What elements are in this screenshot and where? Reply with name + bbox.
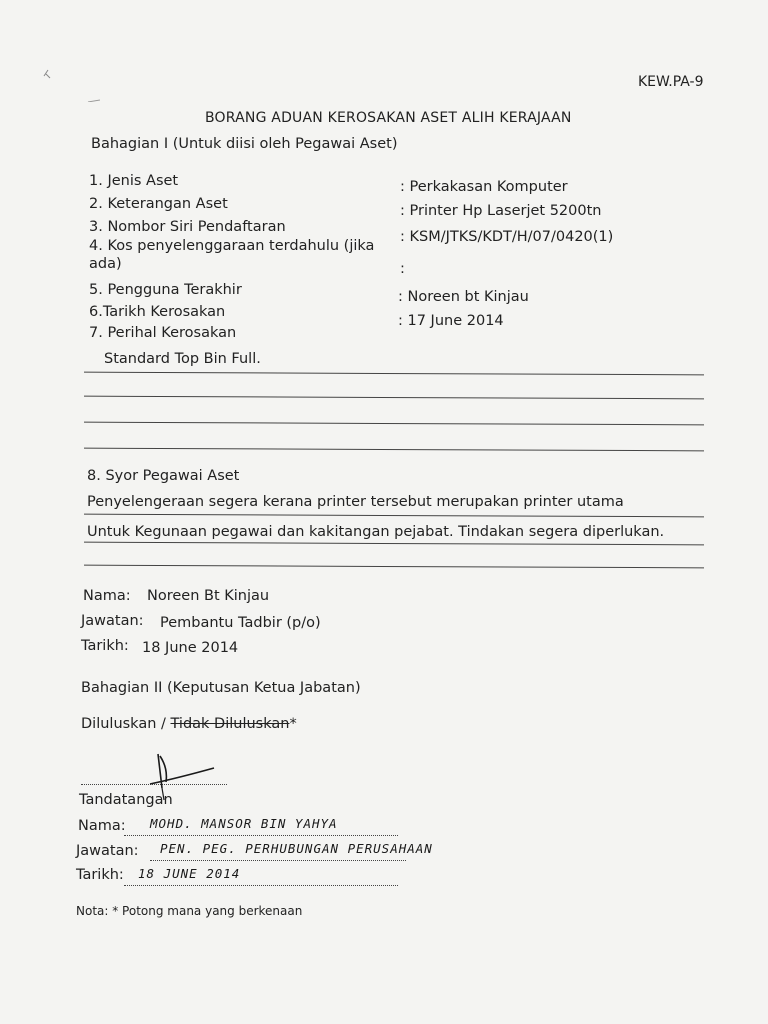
- field-label-nombor-siri: 3. Nombor Siri Pendaftaran: [89, 219, 286, 235]
- officer-position-label: Jawatan:: [81, 613, 144, 629]
- head-position-line: [150, 860, 406, 861]
- officer-date-label: Tarikh:: [81, 638, 129, 654]
- head-name: MOHD. MANSOR BIN YAHYA: [150, 816, 338, 831]
- field-value-nombor-siri: : KSM/JTKS/KDT/H/07/0420(1): [400, 229, 614, 245]
- recommendation-line-1: Penyelengeraan segera kerana printer tersebut merupakan printer utama: [87, 494, 624, 510]
- scan-mark-top: [40, 62, 100, 102]
- recommendation-label: 8. Syor Pegawai Aset: [87, 468, 240, 484]
- decision-line: [81, 716, 297, 732]
- field-value-pengguna-terakhir: : Noreen bt Kinjau: [398, 289, 529, 305]
- field-label-tarikh-kerosakan: 6.Tarikh Kerosakan: [89, 304, 226, 320]
- signature-label: Tandatangan: [79, 792, 173, 808]
- description-line-1: [84, 372, 704, 376]
- field-label-perihal-kerosakan: 7. Perihal Kerosakan: [89, 325, 237, 341]
- recommendation-rule-1: [84, 514, 704, 518]
- form-code: KEW.PA-9: [638, 74, 704, 90]
- decision-rejected-struck: Tidak Diluluskan: [170, 716, 290, 732]
- officer-name: Noreen Bt Kinjau: [147, 588, 270, 604]
- officer-date: 18 June 2014: [142, 640, 239, 656]
- description-line-4: [84, 448, 704, 452]
- head-name-line: [124, 835, 398, 836]
- description-line-3: [84, 422, 704, 426]
- field-label-kos-penyelenggaraan: 4. Kos penyelenggaraan terdahulu (jika: [89, 238, 375, 254]
- decision-asterisk: *: [289, 716, 297, 732]
- recommendation-rule-2: [84, 542, 704, 546]
- footnote: Nota: * Potong mana yang berkenaan: [76, 904, 303, 918]
- officer-position: Pembantu Tadbir (p/o): [160, 615, 321, 631]
- recommendation-rule-3: [84, 565, 704, 569]
- field-label-pengguna-terakhir: 5. Pengguna Terakhir: [89, 282, 242, 298]
- head-date: 18 JUNE 2014: [138, 866, 241, 881]
- field-value-keterangan-aset: : Printer Hp Laserjet 5200tn: [400, 203, 602, 219]
- field-value-kos-penyelenggaraan: :: [400, 261, 405, 277]
- head-name-label: Nama:: [78, 818, 126, 834]
- field-label-keterangan-aset: 2. Keterangan Aset: [89, 196, 228, 212]
- section-2-heading: Bahagian II (Keputusan Ketua Jabatan): [81, 680, 361, 696]
- form-title: BORANG ADUAN KEROSAKAN ASET ALIH KERAJAAN: [205, 110, 572, 126]
- head-position-label: Jawatan:: [76, 843, 139, 859]
- officer-name-label: Nama:: [83, 588, 131, 604]
- description-line-2: [84, 396, 704, 400]
- field-value-tarikh-kerosakan: : 17 June 2014: [398, 313, 504, 329]
- section-1-heading: Bahagian I (Untuk diisi oleh Pegawai Aset): [91, 136, 398, 152]
- head-position: PEN. PEG. PERHUBUNGAN PERUSAHAAN: [160, 841, 433, 856]
- field-value-jenis-aset: : Perkakasan Komputer: [400, 179, 568, 195]
- field-label-kos-penyelenggaraan-cont: ada): [89, 256, 122, 272]
- field-label-jenis-aset: 1. Jenis Aset: [89, 173, 179, 189]
- damage-description: Standard Top Bin Full.: [104, 351, 261, 367]
- head-date-line: [124, 885, 398, 886]
- recommendation-line-2: Untuk Kegunaan pegawai dan kakitangan pejabat. Tindakan segera diperlukan.: [87, 524, 665, 540]
- head-date-label: Tarikh:: [76, 867, 124, 883]
- decision-approved: Diluluskan /: [81, 716, 171, 732]
